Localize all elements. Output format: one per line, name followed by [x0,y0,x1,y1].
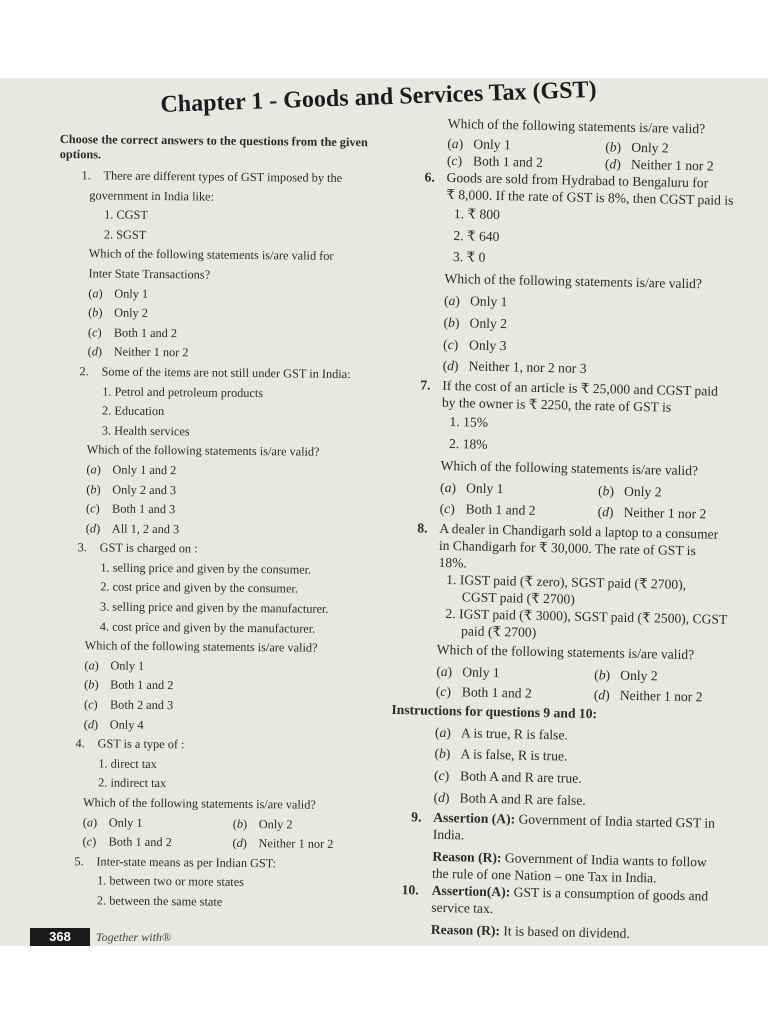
question-7-cont: by the owner is ₹ 2250, the rate of GST is [441,395,672,415]
question-10-cont: service tax. [431,899,494,916]
question-5: 5. Inter-state means as per Indian GST: [74,853,277,871]
option-a: (a) Only 1 [88,285,149,301]
question-prompt: Which of the following statements is/are valid for [88,246,334,264]
statement-cont: paid (₹ 2700) [460,623,537,641]
question-6: 6. Goods are sold from Hydrabad to Bengaluru for [424,169,709,191]
option-b: (b) Only 2 [594,667,658,684]
instruction-option-b: (b) A is false, R is true. [434,746,568,764]
question-prompt: Which of the following statements is/are valid? [436,641,695,663]
question-prompt: Which of the following statements is/are valid? [84,638,318,655]
option-d: (d) Neither 1 nor 2 [597,504,707,522]
question-9-cont: India. [432,826,465,843]
option-a: (a) Only 1 [443,292,508,310]
option-b: (b) Only 2 [88,305,149,321]
question-prompt: Which of the following statements is/are valid? [82,795,316,812]
statement: 3. selling price and given by the manufacturer. [99,599,329,616]
statement: 3. Health services [101,423,190,439]
option-d: (d) Neither 1 nor 2 [593,686,703,705]
question-2: 2. Some of the items are not still under GST in India: [79,364,351,381]
question-1: 1. There are different types of GST imposed by the [81,168,343,185]
option-a: (a) Only 1 [82,814,143,830]
page-number: 368 [30,928,90,946]
option-a: (a) Only 1 and 2 [86,462,177,478]
question-7: 7. If the cost of an article is ₹ 25,000 and CGST paid [420,377,719,399]
option-c: (c) Both 1 and 2 [439,501,536,519]
option-d: (d) Neither 1 nor 2 [232,836,334,852]
reason-9-cont: the rule of one Nation – one Tax in India. [431,865,657,886]
question-8-cont: 18%. [438,554,468,571]
option-a: (a) Only 1 [436,663,500,681]
option-c: (c) Both 1 and 3 [85,501,176,517]
question-9: 9. Assertion (A): Government of India started GST in [411,809,716,831]
instructions-line: options. [59,146,102,162]
instruction-option-a: (a) A is true, R is false. [434,724,569,743]
option-b: (b) Only 2 [443,314,508,331]
option-a: (a) Only 1 [447,135,511,153]
statement: 1. IGST paid (₹ zero), SGST paid (₹ 2700), [446,572,687,593]
option-a: (a) Only 1 [84,658,145,673]
question-prompt: Which of the following statements is/are valid? [440,457,699,478]
question-4: 4. GST is a type of : [75,736,185,752]
question-6-cont: ₹ 8,000. If the rate of GST is 8%, then CGST paid is [446,186,734,208]
question-prompt: Which of the following statements is/are valid? [447,115,706,137]
option-d: (d) All 1, 2 and 3 [85,520,180,536]
option-c: (c) Only 3 [442,336,507,353]
option-d: (d) Neither 1, nor 2 nor 3 [442,358,587,377]
option-b: (b) Only 2 [232,816,293,832]
instruction-option-d: (d) Both A and R are false. [433,789,586,808]
question-8: 8. A dealer in Chandigarh sold a laptop to a consumer [417,520,719,542]
instructions-heading: Instructions for questions 9 and 10: [391,701,598,721]
option-b: (b) Only 2 [605,139,669,156]
question-prompt: Which of the following statements is/are valid? [444,271,703,292]
option-a: (a) Only 1 [439,479,504,496]
option-d: (d) Only 4 [83,716,144,732]
publisher-brand: Together with® [96,930,172,944]
statement: 2. ₹ 640 [453,227,500,244]
statement: 1. 15% [449,414,489,430]
question-prompt: Which of the following statements is/are valid? [86,442,320,460]
statement: 1. Petrol and petroleum products [102,383,264,400]
statement: 2. indirect tax [98,775,167,791]
reason-10: Reason (R): It is based on dividend. [430,921,630,941]
left-column [52,132,400,914]
option-d: (d) Neither 1 nor 2 [87,344,189,360]
instructions-line: Choose the correct answers to the questions from the given [59,132,368,150]
option-c: (c) Both 1 and 2 [446,152,543,170]
instruction-option-c: (c) Both A and R are true. [433,767,582,787]
question-3: 3. GST is charged on : [77,540,198,556]
right-column [387,112,768,944]
question-8-cont: in Chandigarh for ₹ 30,000. The rate of GST is [438,537,696,559]
reason-9: Reason (R): Government of India wants to follow [432,848,707,870]
option-c: (c) Both 1 and 2 [435,683,532,701]
statement: 1. between two or more states [97,873,245,890]
statement: 2. IGST paid (₹ 3000), SGST paid (₹ 2500), CGST [445,606,728,628]
statement-cont: CGST paid (₹ 2700) [461,589,575,607]
statement: 3. ₹ 0 [452,249,486,266]
question-10: 10. Assertion(A): GST is a consumption of goods and [401,881,709,904]
option-b: (b) Both 1 and 2 [84,677,174,693]
statement: 2. Education [102,403,165,419]
page-title: Chapter 1 - Goods and Services Tax (GST) [160,76,597,118]
statement: 1. ₹ 800 [453,205,501,222]
statement: 1. direct tax [98,756,157,771]
question-prompt: Inter State Transactions? [88,266,211,282]
statement: 4. cost price and given by the manufacturer. [99,619,316,636]
question-1-cont: government in India like: [89,187,215,204]
statement: 2. cost price and given by the consumer. [100,579,299,596]
option-b: (b) Only 2 and 3 [86,481,177,497]
statement: 2. SGST [103,227,147,242]
statement: 1. CGST [104,207,148,223]
option-d: (d) Neither 1 nor 2 [604,156,714,174]
option-c: (c) Both 1 and 2 [82,834,172,850]
statement: 2. 18% [448,435,488,452]
statement: 1. selling price and given by the consumer. [100,560,312,577]
option-b: (b) Only 2 [597,482,662,500]
option-c: (c) Both 1 and 2 [87,325,178,340]
statement: 2. between the same state [96,893,223,909]
option-c: (c) Both 2 and 3 [83,697,174,713]
